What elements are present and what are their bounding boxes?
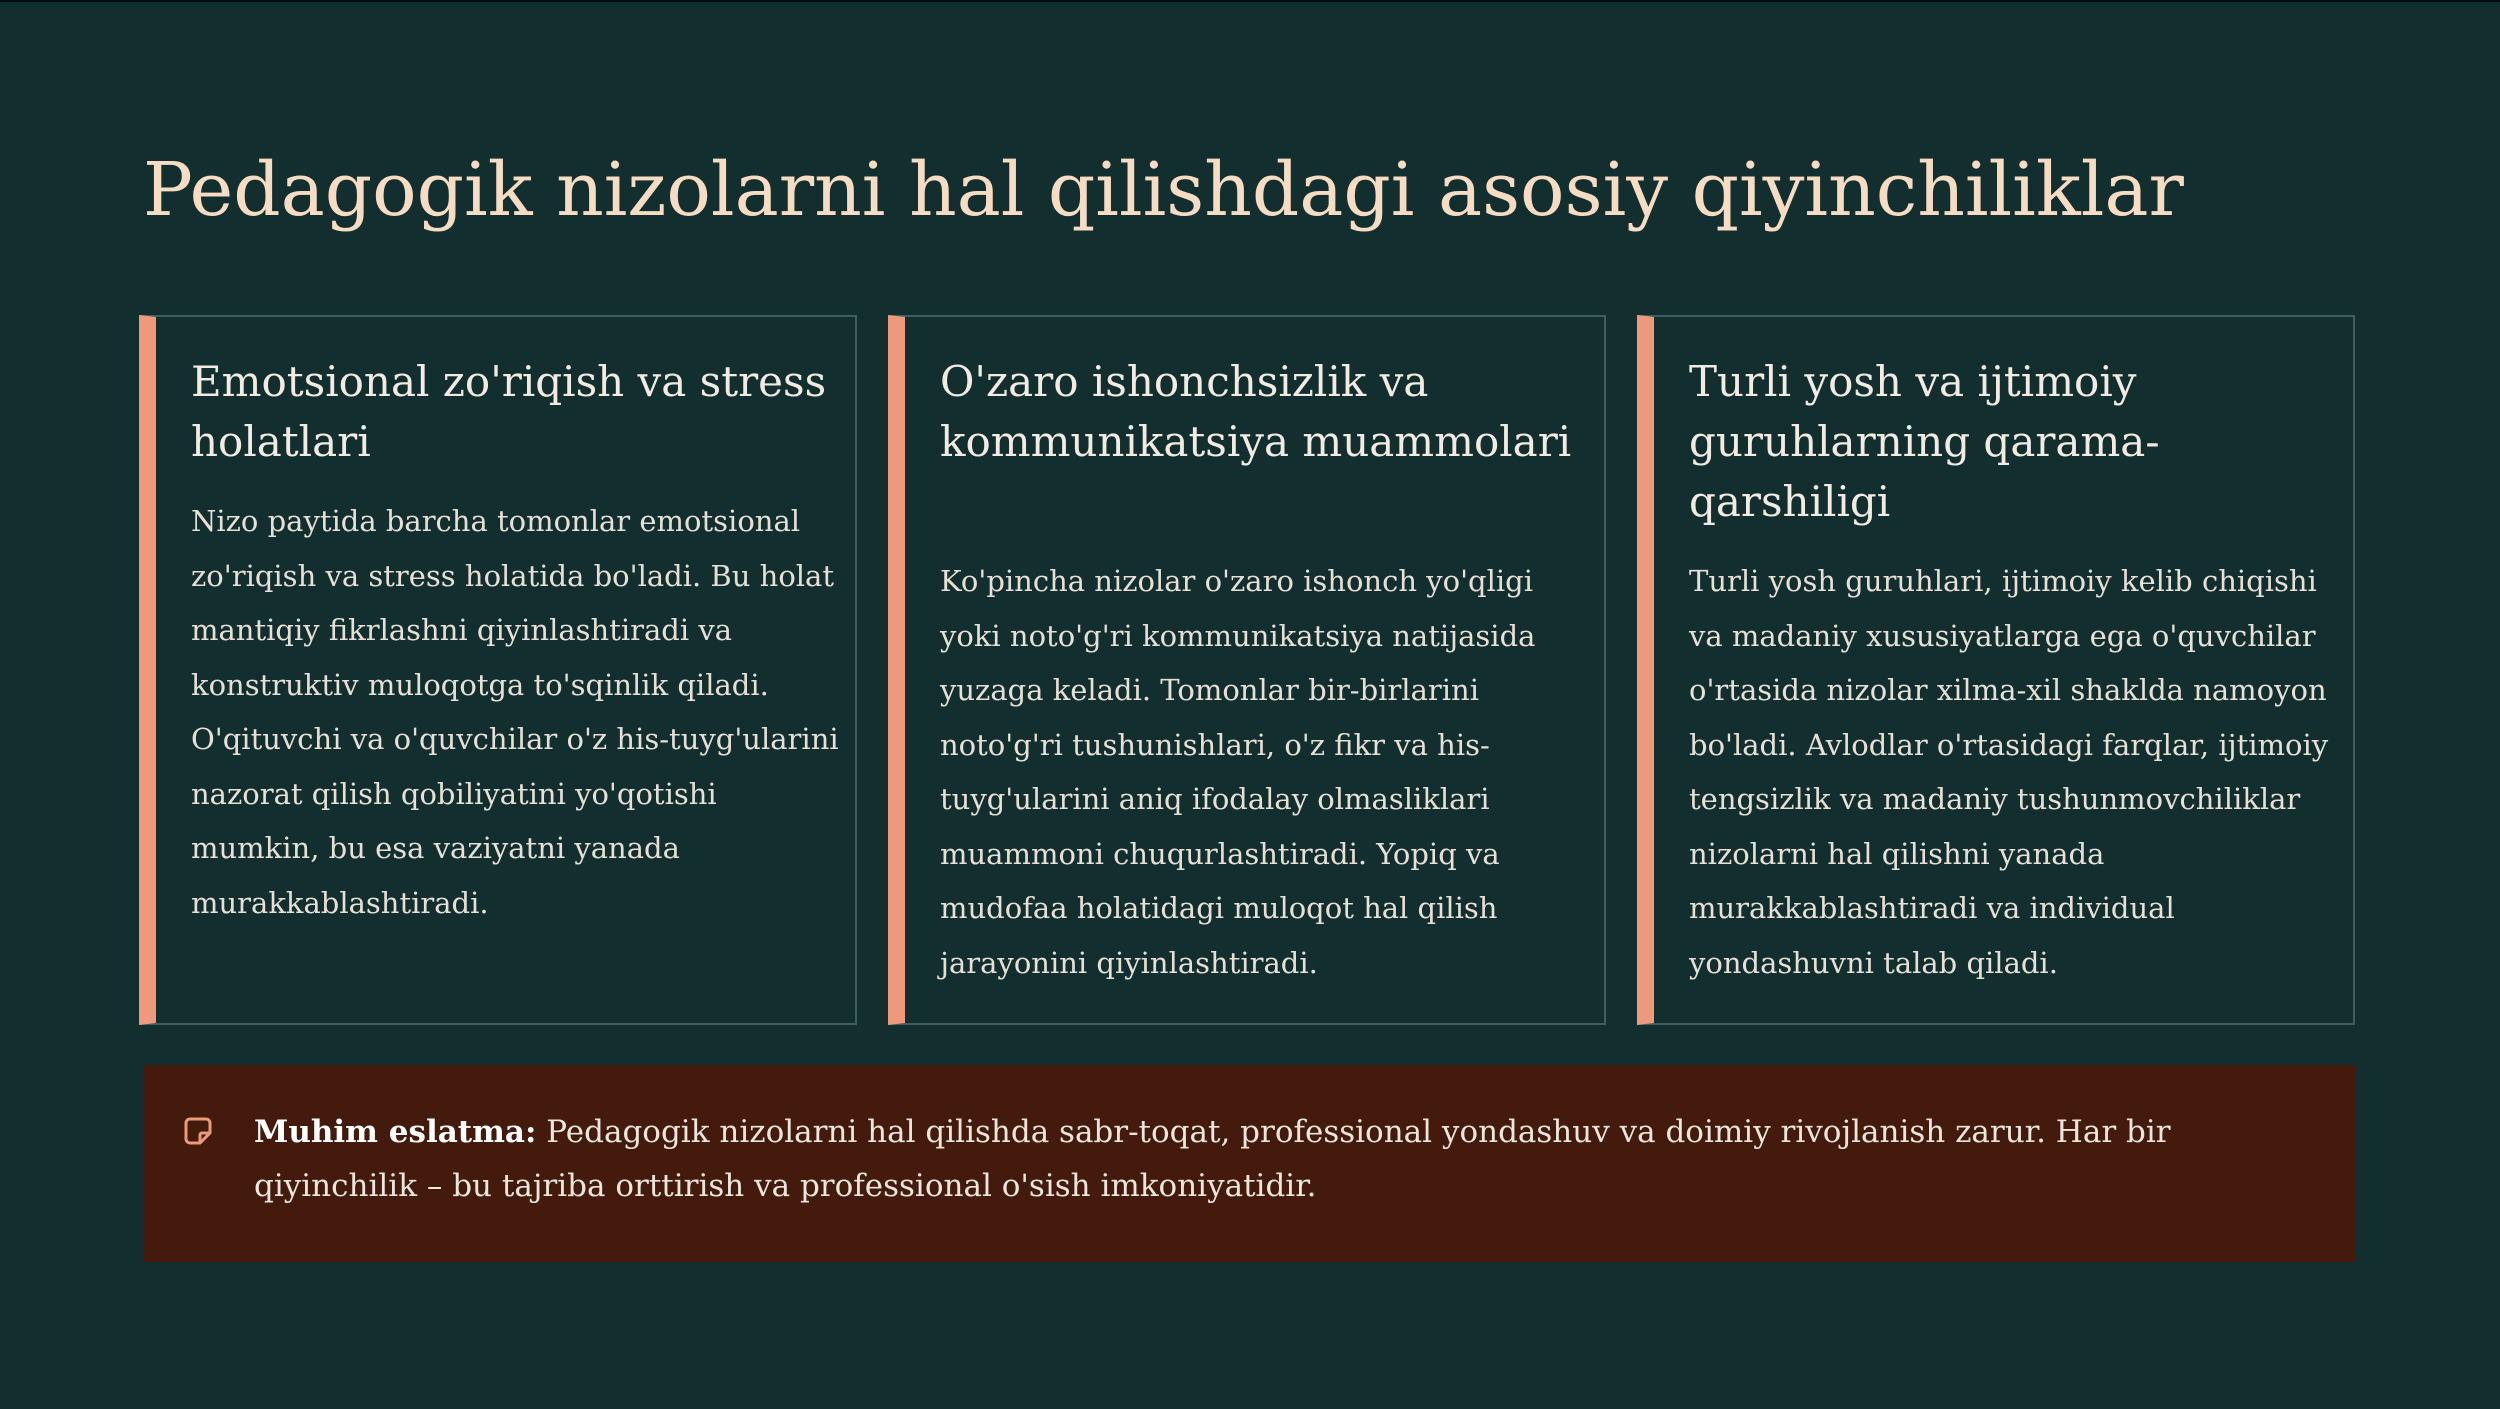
card-heading: O'zaro ishonchsizlik va kommunikatsiya muammolari [940,357,1572,466]
card-social-groups [1637,315,2355,1025]
note-text [254,1105,2314,1213]
note-body: Pedagogik nizolarni hal qilishda sabr-toqat, professional yondashuv va doimiy rivojlanish zarur. Har bir qiyinchilik – bu tajriba orttirish va professional o'sish imkoniyatidir. [254,1114,2171,1204]
card-emotional-stress [139,315,857,1025]
card-body: Nizo paytida barcha tomonlar emotsional zo'riqish va stress holatida bo'ladi. Bu holat mantiqiy fikrlashni qiyinlashtiradi va konstruktiv muloqotga to'sqinlik qiladi. O'qituvchi va o'quvchilar o'z his-tuyg'ularini nazorat qilish qobiliyatini yo'qotishi mumkin, bu esa vaziyatni yanada murakkablashtiradi. [191,504,839,920]
cards-row [139,315,2355,1025]
card-body: Turli yosh guruhlari, ijtimoiy kelib chiqishi va madaniy xususiyatlarga ega o'quvchilar o'rtasida nizolar xilma-xil shaklda namoyon bo'ladi. Avlodlar o'rtasidagi farqlar, ijtimoiy tengsizlik va madaniy tushunmovchiliklar nizolarni hal qilishni yanada murakkablashtiradi va individual yondashuvni talab qiladi. [1689,564,2329,980]
note-icon [183,1116,213,1146]
card-heading: Turli yosh va ijtimoiy guruhlarning qarama-qarshiligi [1689,357,2160,526]
important-note-callout [144,1065,2355,1262]
slide-title: Pedagogik nizolarni hal qilishdagi asosiy qiyinchiliklar [143,147,2184,233]
note-label: Muhim eslatma: [254,1114,537,1150]
card-communication [888,315,1606,1025]
card-body: Ko'pincha nizolar o'zaro ishonch yo'qligi yoki noto'g'ri kommunikatsiya natijasida yuzaga keladi. Tomonlar bir-birlarini noto'g'ri tushunishlari, o'z fikr va his-tuyg'ularini aniq ifodalay olmasliklari muammoni chuqurlashtiradi. Yopiq va mudofaa holatidagi muloqot hal qilish jarayonini qiyinlashtiradi. [940,564,1536,980]
top-rule [0,0,2500,2]
card-heading: Emotsional zo'riqish va stress holatlari [191,357,827,466]
